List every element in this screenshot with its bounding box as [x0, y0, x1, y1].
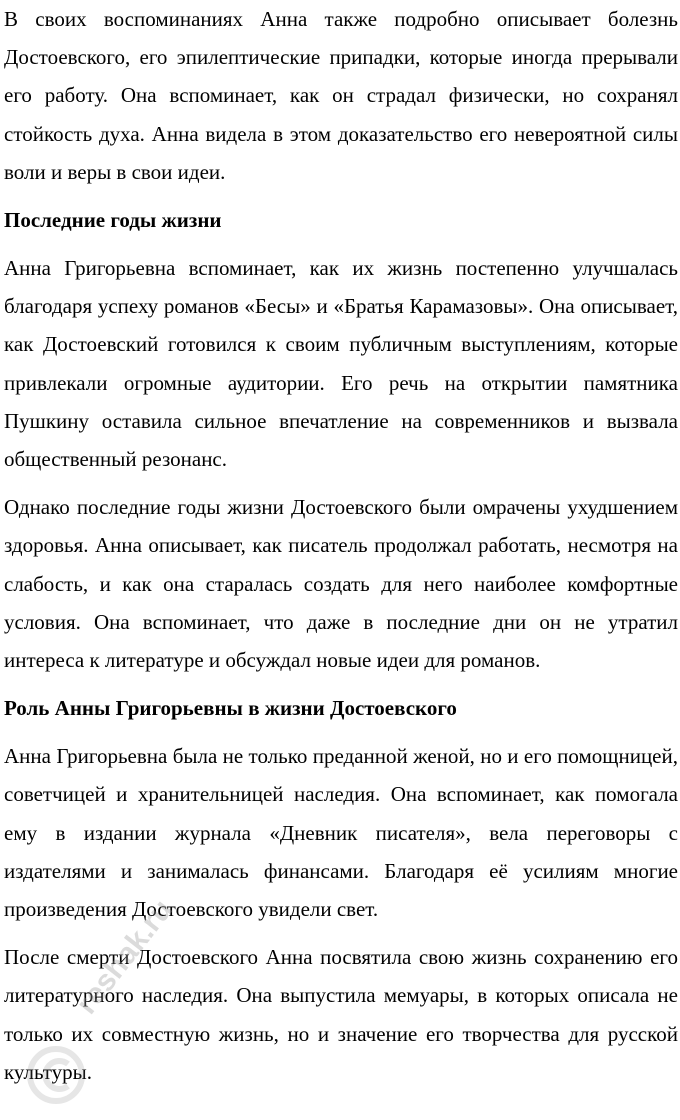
paragraph-anna-helper: Анна Григорьевна была не только преданной женой, но и его помощницей, советчицей и хранительницей наследия. Она вспоминает, как помогала ему в издании журнала «Дневник писателя», вела переговоры с издателями и занималась финансами. Благодаря её усилиям многие произведения Достоевского увидели свет.: [4, 744, 678, 922]
heading-anna-role: Роль Анны Григорьевны в жизни Достоевского: [4, 696, 457, 721]
watermark-text: reshak.ru: [70, 893, 180, 1021]
paragraph-declining-health: Однако последние годы жизни Достоевского были омрачены ухудшением здоровья. Анна описывает, как писатель продолжал работать, несмотря на слабость, и как она старалась создать для него наиболее комфортные условия. Она вспоминает, что даже в последние дни он не утратил интереса к литературе и обсуждал новые идеи для романов.: [4, 495, 678, 673]
paragraph-legacy: После смерти Достоевского Анна посвятила свою жизнь сохранению его литературного наследия. Она выпустила мемуары, в которых описала не только их совместную жизнь, но и значение его творчества для русской культуры.: [4, 945, 678, 1084]
heading-last-years: Последние годы жизни: [4, 208, 222, 233]
paragraph-improving-life: Анна Григорьевна вспоминает, как их жизнь постепенно улучшалась благодаря успеху романов «Бесы» и «Братья Карамазовы». Она описывает, как Достоевский готовился к своим публичным выступлениям, которые привлекали огромные аудитории. Его речь на открытии памятника Пушкину оставила сильное впечатление на современников и вызвала общественный резонанс.: [4, 256, 678, 472]
paragraph-illness: В своих воспоминаниях Анна также подробно описывает болезнь Достоевского, его эпилептические припадки, которые иногда прерывали его работу. Она вспоминает, как он страдал физически, но сохранял стойкость духа. Анна видела в этом доказательство его невероятной силы воли и веры в свои идеи.: [4, 7, 678, 184]
